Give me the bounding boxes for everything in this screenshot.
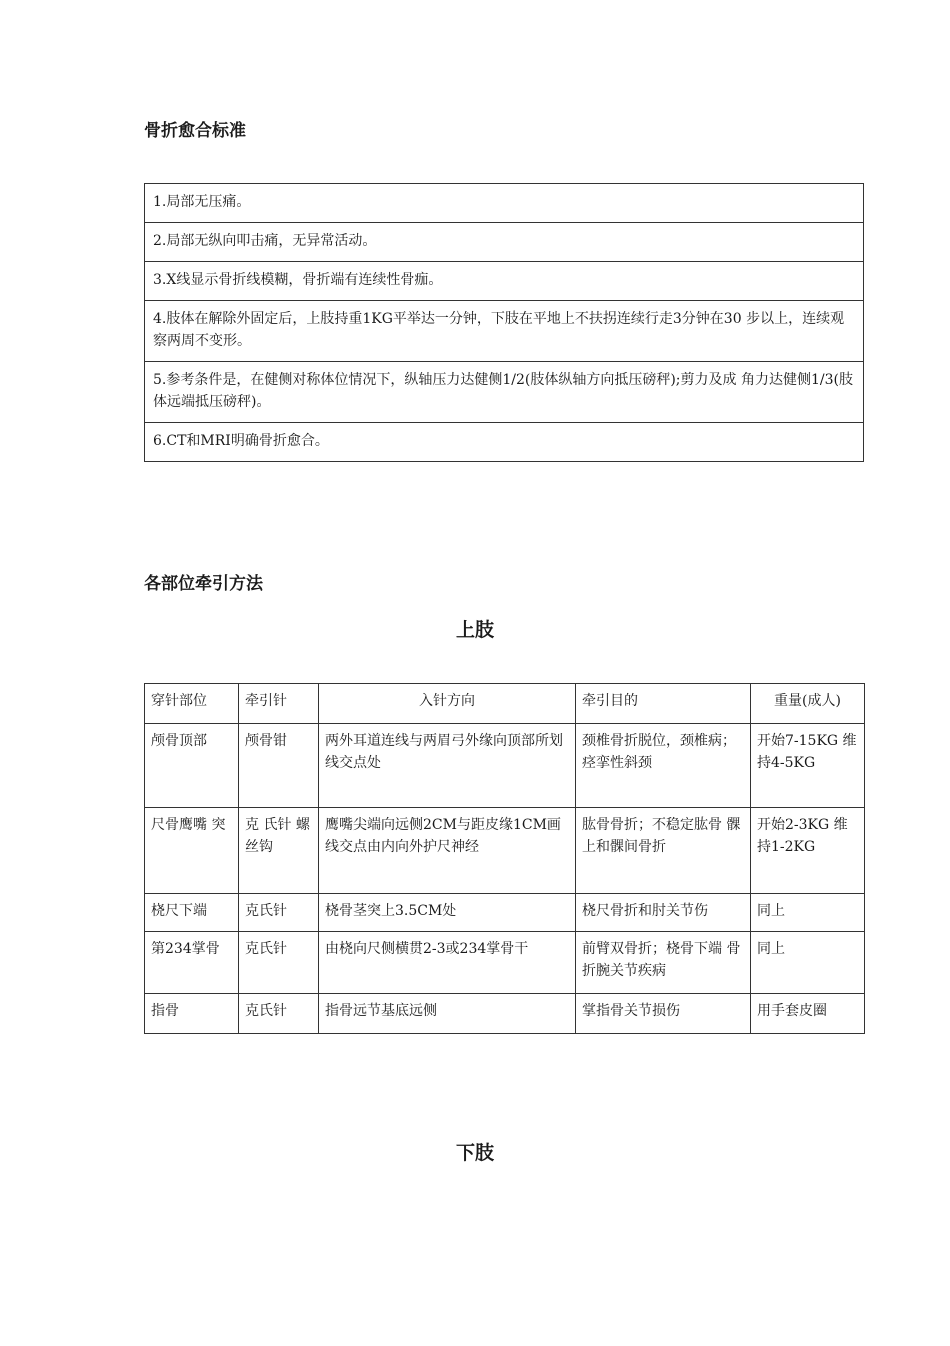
table-cell: 指骨远节基底远侧 [319, 994, 576, 1034]
table-cell: 掌指骨关节损伤 [576, 994, 751, 1034]
table-cell: 克 氏针 螺丝钩 [239, 808, 319, 894]
table-cell: 开始2-3KG 维持1-2KG [751, 808, 865, 894]
header-cell: 入针方向 [319, 684, 576, 724]
table-row [145, 362, 864, 423]
criteria-item: 4.肢体在解除外固定后，上肢持重1KG平举达一分钟，下肢在平地上不扶拐连续行走3分钟在30 步以上，连续观察两周不变形。 [145, 301, 864, 362]
healing-criteria-table [144, 183, 864, 462]
table-row [145, 301, 864, 362]
table-cell: 同上 [751, 894, 865, 932]
table-cell: 开始7-15KG 维持4-5KG [751, 724, 865, 808]
table-cell: 桡骨茎突上3.5CM处 [319, 894, 576, 932]
table-header-row [145, 684, 865, 724]
lower-limb-title: 下肢 [455, 1142, 494, 1164]
criteria-item: 5.参考条件是，在健侧对称体位情况下，纵轴压力达健侧1/2(肢体纵轴方向抵压磅秤);剪力及成 角力达健侧1/3(肢体远端抵压磅秤)。 [145, 362, 864, 423]
header-cell: 重量(成人) [751, 684, 865, 724]
header-cell: 牵引目的 [576, 684, 751, 724]
table-cell: 颅骨钳 [239, 724, 319, 808]
table-cell: 前臂双骨折；桡骨下端 骨折腕关节疾病 [576, 932, 751, 994]
table-cell: 第234掌骨 [145, 932, 239, 994]
table-row [145, 262, 864, 301]
criteria-item: 1.局部无压痛。 [145, 184, 864, 223]
table-cell: 同上 [751, 932, 865, 994]
table-cell: 鹰嘴尖端向远侧2CM与距皮缘1CM画线交点由内向外护尺神经 [319, 808, 576, 894]
header-cell: 穿针部位 [145, 684, 239, 724]
criteria-item: 3.X线显示骨折线模糊，骨折端有连续性骨痂。 [145, 262, 864, 301]
section-title-traction: 各部位牵引方法 [144, 574, 263, 594]
section-title-healing: 骨折愈合标准 [144, 121, 246, 141]
table-cell: 桡尺下端 [145, 894, 239, 932]
upper-limb-title: 上肢 [455, 619, 494, 641]
table-cell: 指骨 [145, 994, 239, 1034]
table-cell: 桡尺骨折和肘关节伤 [576, 894, 751, 932]
table-cell: 用手套皮圈 [751, 994, 865, 1034]
table-cell: 颅骨顶部 [145, 724, 239, 808]
table-cell: 两外耳道连线与两眉弓外缘向顶部所划线交点处 [319, 724, 576, 808]
table-cell: 肱骨骨折；不稳定肱骨 髁上和髁间骨折 [576, 808, 751, 894]
table-row [145, 724, 865, 808]
table-cell: 克氏针 [239, 932, 319, 994]
table-row [145, 223, 864, 262]
table-cell: 克氏针 [239, 894, 319, 932]
upper-limb-traction-table [144, 683, 865, 1034]
table-row [145, 808, 865, 894]
table-row [145, 932, 865, 994]
criteria-item: 6.CT和MRI明确骨折愈合。 [145, 423, 864, 462]
table-cell: 颈椎骨折脱位，颈椎病； 痉挛性斜颈 [576, 724, 751, 808]
criteria-item: 2.局部无纵向叩击痛，无异常活动。 [145, 223, 864, 262]
header-cell: 牵引针 [239, 684, 319, 724]
table-cell: 克氏针 [239, 994, 319, 1034]
table-row [145, 423, 864, 462]
table-row [145, 184, 864, 223]
table-row [145, 994, 865, 1034]
table-cell: 由桡向尺侧横贯2-3或234掌骨干 [319, 932, 576, 994]
table-row [145, 894, 865, 932]
table-cell: 尺骨鹰嘴 突 [145, 808, 239, 894]
